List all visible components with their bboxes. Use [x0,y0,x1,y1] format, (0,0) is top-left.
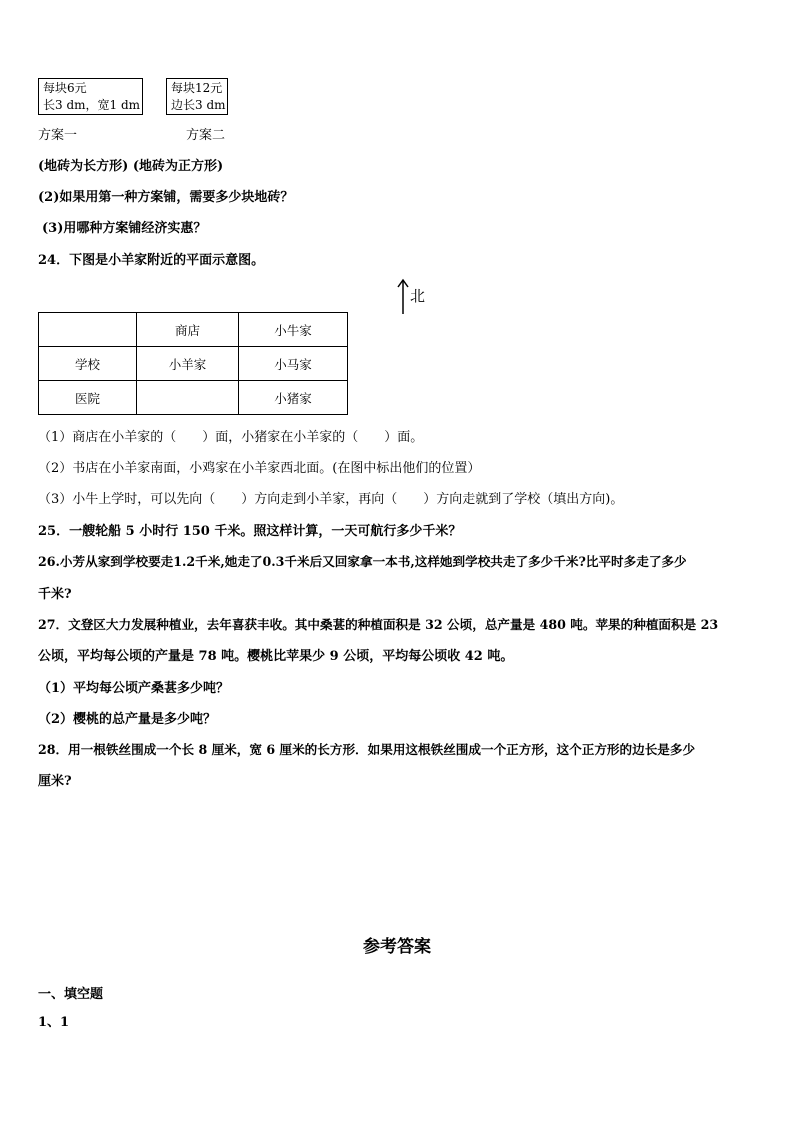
question-26-line1: 26.小芳从家到学校要走1.2千米,她走了0.3千米后又回家拿一本书,这样她到学校共走了多少千米?比平时多走了多少 [38,554,687,569]
plan1-label: 方案一 [38,128,78,143]
question-28-line2: 厘米? [38,774,72,789]
question-24: 24．下图是小羊家附近的平面示意图。 [38,253,265,268]
question-24-1: （1）商店在小羊家的（ ）面，小猪家在小羊家的（ ）面。 [38,430,424,445]
question-27-line2: 公顷，平均每公顷的产量是 78 吨。樱桃比苹果少 9 公顷，平均每公顷收 42 吨。 [38,649,514,664]
answer-1: 1、1 [38,1015,70,1030]
map-cell [39,313,137,347]
plan2-tile-box [166,78,228,115]
north-label: 北 [410,287,426,305]
question-27-line1: 27．文登区大力发展种植业，去年喜获丰收。其中桑葚的种植面积是 32 公顷，总产量是 480 吨。苹果的种植面积是 23 [38,617,719,632]
plan1-price: 每块6元 [43,81,87,95]
question-28-line1: 28．用一根铁丝围成一个长 8 厘米，宽 6 厘米的长方形．如果用这根铁丝围成一个正方形，这个正方形的边长是多少 [38,742,696,757]
tile-shape-note: (地砖为长方形) (地砖为正方形) [38,159,224,174]
map-cell-calf-home: 小牛家 [239,313,348,347]
map-cell-piglet-home: 小猪家 [239,381,348,415]
map-cell-school: 学校 [39,347,137,381]
map-cell [137,381,239,415]
map-row [39,313,348,347]
plan2-price: 每块12元 [171,81,223,95]
question-26-line2: 千米? [38,587,72,602]
neighborhood-map-table [38,312,348,415]
map-cell-pony-home: 小马家 [239,347,348,381]
plan2-size: 边长3 dm [171,98,226,112]
map-cell-lamb-home: 小羊家 [137,347,239,381]
plan2-label: 方案二 [186,128,226,143]
question-27-2: （2）樱桃的总产量是多少吨？ [38,712,217,727]
question-27-1: （1）平均每公顷产桑葚多少吨？ [38,681,230,696]
north-arrow-icon [396,278,410,316]
plan1-size: 长3 dm，宽1 dm [43,98,141,112]
map-cell-shop: 商店 [137,313,239,347]
north-indicator [396,278,436,316]
answers-title: 参考答案 [363,937,431,957]
question-23-3: (3)用哪种方案铺经济实惠？ [42,221,207,236]
answers-section-heading: 一、填空题 [38,987,104,1002]
map-cell-hospital: 医院 [39,381,137,415]
plan1-tile-box [38,78,143,115]
map-row [39,347,348,381]
map-row [39,381,348,415]
question-23-2: (2)如果用第一种方案铺，需要多少块地砖？ [38,190,294,205]
question-25: 25．一艘轮船 5 小时行 150 千米。照这样计算，一天可航行多少千米？ [38,524,462,539]
question-24-3: （3）小牛上学时，可以先向（ ）方向走到小羊家，再向（ ）方向走就到了学校（填出方向)。 [38,492,624,507]
question-24-2: （2）书店在小羊家南面，小鸡家在小羊家西北面。(在图中标出他们的位置） [38,461,481,476]
